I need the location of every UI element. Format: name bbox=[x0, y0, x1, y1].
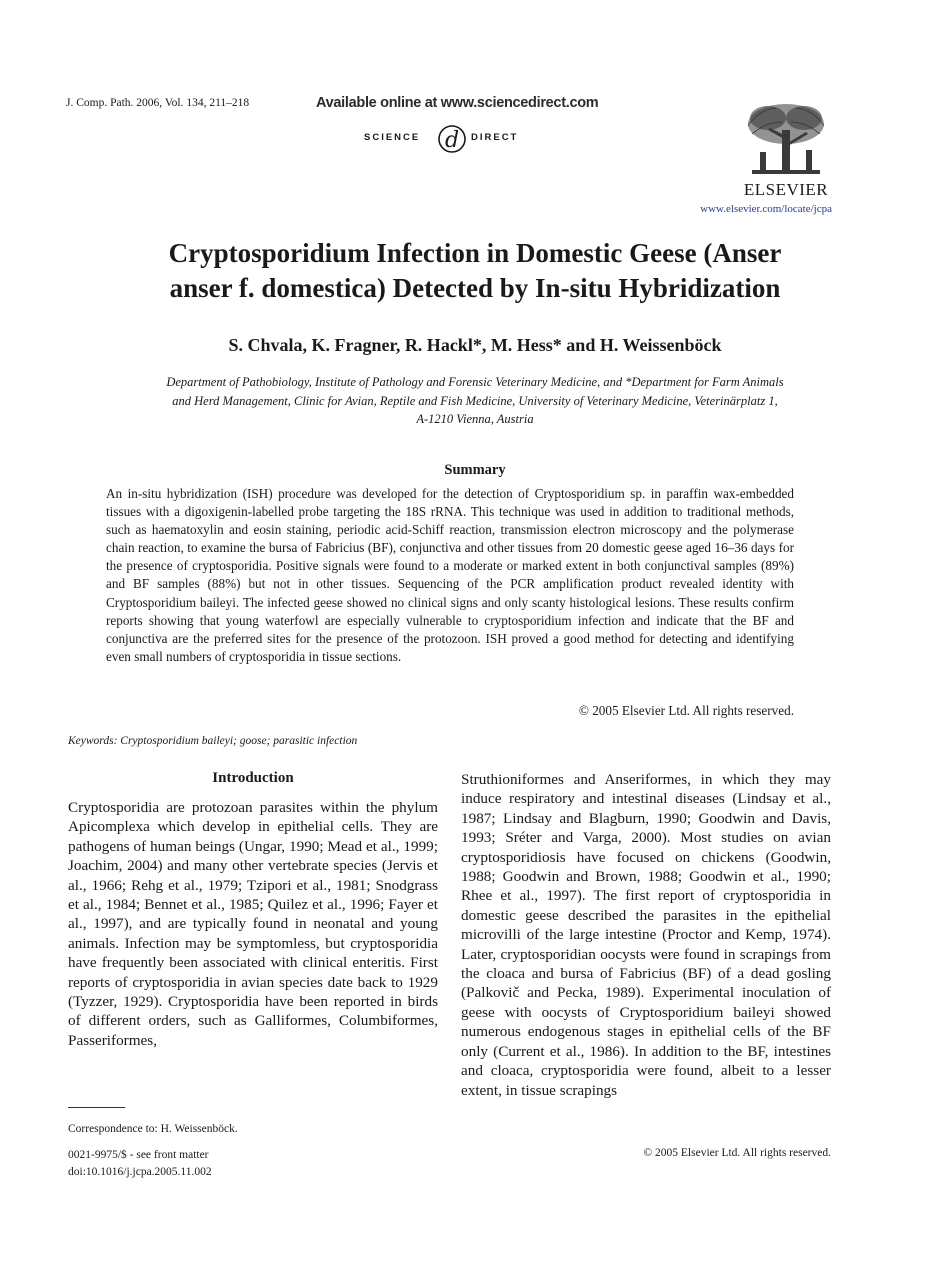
journal-url-link[interactable]: www.elsevier.com/locate/jcpa bbox=[700, 203, 832, 215]
issn-line: 0021-9975/$ - see front matter bbox=[68, 1149, 209, 1161]
elsevier-wordmark: ELSEVIER bbox=[743, 180, 829, 199]
journal-reference: J. Comp. Path. 2006, Vol. 134, 211–218 bbox=[66, 97, 250, 109]
affiliation-line-3: A-1210 Vienna, Austria bbox=[416, 412, 534, 426]
sciencedirect-logo-right: DIRECT bbox=[471, 132, 519, 143]
summary-heading: Summary bbox=[444, 462, 506, 478]
sciencedirect-logo-left: SCIENCE bbox=[364, 132, 421, 143]
author-list: S. Chvala, K. Fragner, R. Hackl*, M. Hess* and H. Weissenböck bbox=[228, 335, 722, 355]
footer-copyright: © 2005 Elsevier Ltd. All rights reserved. bbox=[643, 1147, 831, 1159]
keywords-line: Keywords: Cryptosporidium baileyi; goose; parasitic infection bbox=[68, 735, 358, 747]
footnote-divider bbox=[68, 1107, 125, 1108]
article-title bbox=[60, 236, 890, 306]
sciencedirect-logo[interactable] bbox=[360, 120, 550, 158]
issn-doi-block bbox=[68, 1147, 212, 1180]
affiliation-line-2: and Herd Management, Clinic for Avian, Reptile and Fish Medicine, University of Veterinary Medicine, Veterinärplatz 1, bbox=[172, 393, 778, 408]
summary-text: An in-situ hybridization (ISH) procedure was developed for the detection of Cryptosporidium sp. in paraffin wax-embedded tissues with a digoxigenin-labelled probe targeting the 18S rRNA. This technique was used in addition to traditional methods, such as haematoxylin and eosin staining, periodic acid-Schiff reaction, transmission electron microscopy and the polymerase chain reaction, to examine the bursa of Fabricius (BF), conjunctiva and other tissues from 20 domestic geese aged 16–36 days for the presence of cryptosporidia. Positive signals were found to a moderate or marked extent in both conjunctival samples (89%) and BF samples (88%) but not in other tissues. Sequencing of the PCR amplification product revealed identity with Cryptosporidium baileyi. The infected geese showed no clinical signs and only scanty histological lesions. These results confirm reports showing that young waterfowl are especially vulnerable to cryptosporidium infection and indicate that the BF and conjunctiva are the preferred sites for the presence of the protozoon. ISH proved a good method for detecting and identifying even small numbers of cryptosporidia in tissue sections. bbox=[106, 486, 794, 664]
elsevier-tree-icon bbox=[738, 100, 834, 186]
doi-line: doi:10.1016/j.jcpa.2005.11.002 bbox=[68, 1165, 212, 1178]
article-title-line-1: Cryptosporidium Infection in Domestic Geese (Anser bbox=[168, 238, 782, 268]
svg-text:d: d bbox=[445, 128, 460, 153]
summary-copyright: © 2005 Elsevier Ltd. All rights reserved. bbox=[578, 703, 794, 718]
affiliation-line-1: Department of Pathobiology, Institute of Pathology and Forensic Veterinary Medicine, and *Department for Farm Animals bbox=[166, 375, 784, 389]
introduction-heading: Introduction bbox=[212, 770, 294, 786]
introduction-left-column: Cryptosporidia are protozoan parasites within the phylum Apicomplexa which develop in epithelial cells. They are pathogens of human beings (Ungar, 1990; Mead et al., 1999; Joachim, 2004) and many other vertebrate species (Jervis et al., 1966; Rehg et al., 1979; Tzipori et al., 1981; Snodgrass et al., 1984; Bennet et al., 1985; Quilez et al., 1996; Fayer et al., 1997), and are typically found in neonatal and young animals. Infection may be symptomless, but cryptosporidia have frequently been associated with clinical enteritis. First reports of cryptosporidia in avian species date back to 1929 (Tyzzer, 1929). Cryptosporidia have been reported in birds of different orders, such as Galliformes, Columbiformes, Passeriformes, bbox=[68, 799, 438, 1049]
sciencedirect-d-icon bbox=[436, 122, 468, 154]
introduction-right-column: Struthioniformes and Anseriformes, in which they may induce respiratory and intestinal diseases (Lindsay et al., 1987; Lindsay and Blagburn, 1990; Goodwin and Davis, 1993; Sréter and Varga, 2000). Most studies on avian cryptosporidiosis have focused on chickens (Goodwin, 1988; Goodwin and Brown, 1988; Goodwin et al., 1990; Rhee et al., 1997). The first report of cryptosporidia in domestic geese described the parasites in the epithelial microvilli of the large intestine (Proctor and Kemp, 1974). Later, cryptosporidian oocysts were found in scrapings from the cloaca and bursa of Fabricius (BF) of a dead gosling (Palkovič and Pecka, 1989). Experimental inoculation of geese with oocysts of Cryptosporidium baileyi showed numerous endogenous stages in epithelial cells of the BF only (Current et al., 1986). In addition to the BF, intestines and cloaca, cryptosporidia were found, albeit to a lesser extent, in tissue scrapings bbox=[461, 771, 831, 1099]
correspondence-note: Correspondence to: H. Weissenböck. bbox=[68, 1123, 238, 1135]
article-title-line-2: anser f. domestica) Detected by In-situ Hybridization bbox=[169, 273, 781, 303]
available-online-banner[interactable]: Available online at www.sciencedirect.com bbox=[316, 95, 599, 111]
affiliations bbox=[80, 373, 870, 429]
